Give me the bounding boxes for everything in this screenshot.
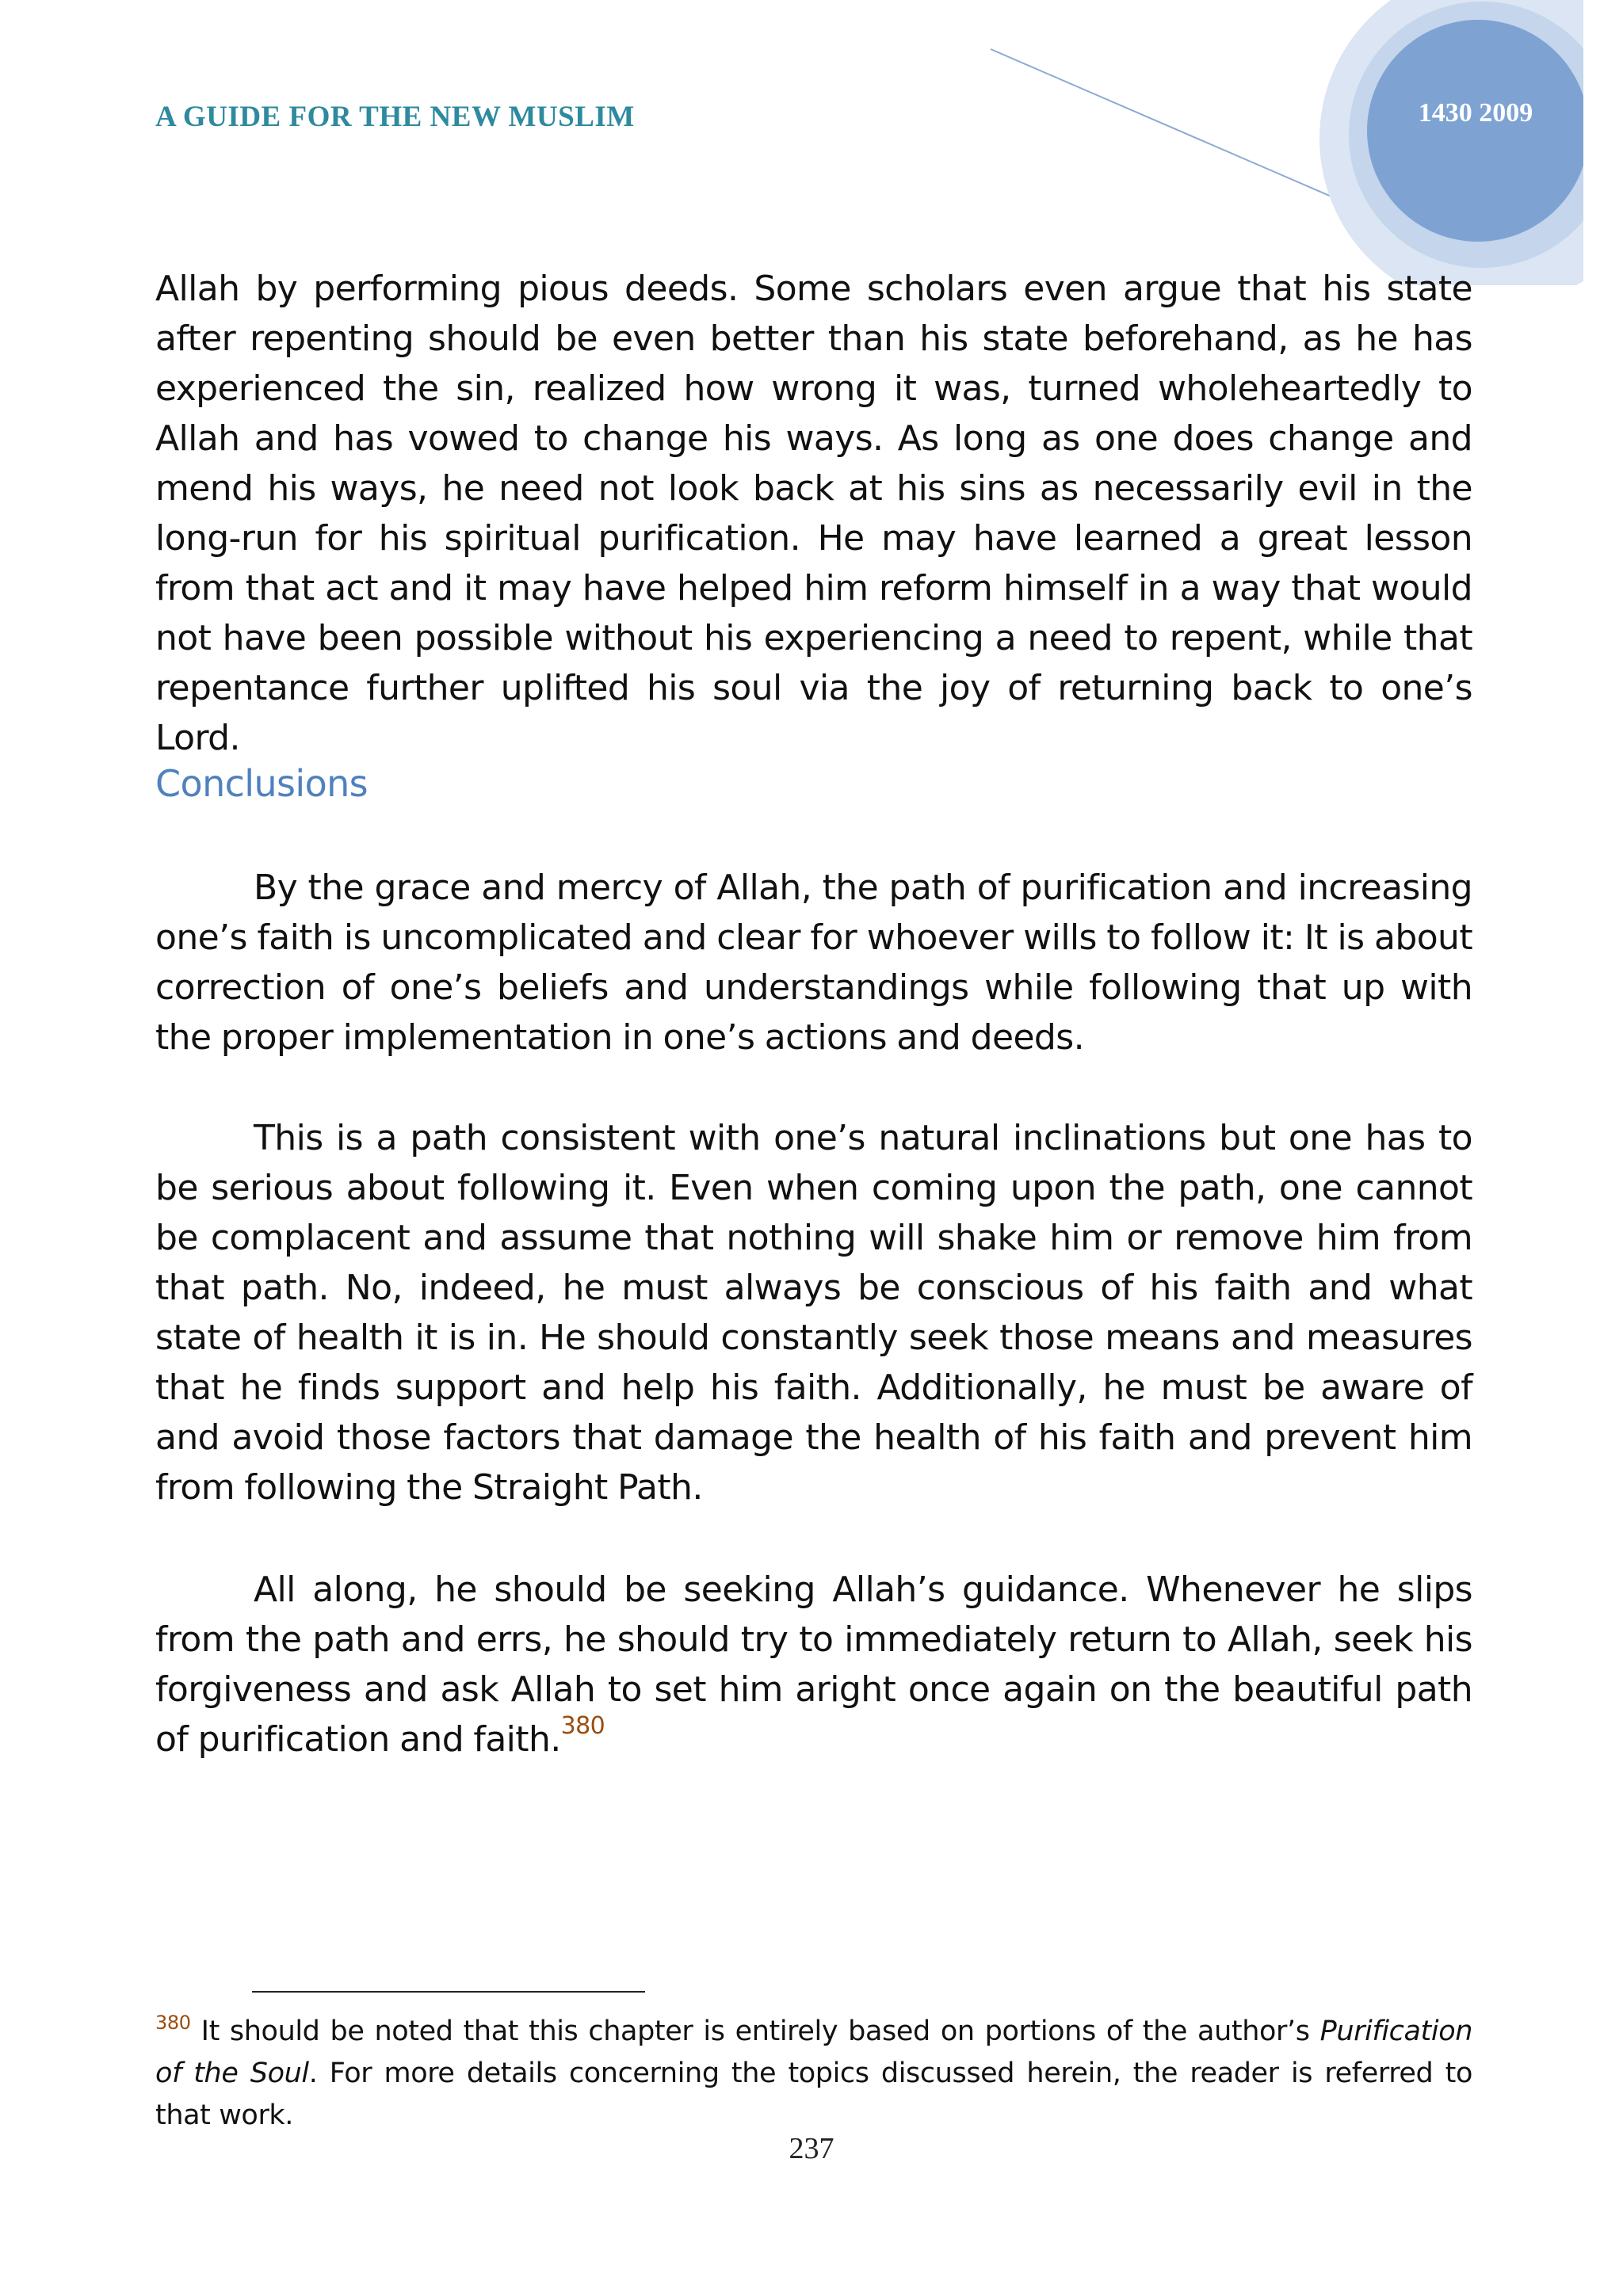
footnote-separator	[252, 1991, 645, 1993]
page-number: 237	[789, 2132, 834, 2165]
footnote-number: 380	[155, 2012, 191, 2034]
footnote	[155, 2011, 1472, 2137]
body-paragraph: This is a path consistent with one’s natural inclinations but one has to be serious about following it. Even when coming upon the path, one cannot be complacent and assume that nothing will shake him or remove him from that path. No, indeed, he must always be conscious of his faith and what state of health it is in. He should constantly seek those means and measures that he finds support and help his faith. Additionally, he must be aware of and avoid those factors that damage the health of his faith and prevent him from following the Straight Path.	[155, 1118, 1472, 1508]
running-header-year: 1430 2009	[1418, 98, 1533, 128]
header-corner-decoration	[0, 0, 1623, 285]
footnote-cited-title: Purification of the Soul	[155, 2016, 1472, 2089]
footnote-reference[interactable]: 380	[560, 1712, 605, 1740]
decorative-inner-circle	[1367, 20, 1589, 242]
body-paragraph-with-footnote	[155, 1565, 1472, 1764]
footnote-text-after: . For more details concerning the topics discussed herein, the reader is referred to that work.	[155, 2058, 1472, 2131]
body-paragraph-text: All along, he should be seeking Allah’s guidance. Whenever he slips from the path and errs, he should try to immediately return to Allah, seek his forgiveness and ask Allah to set him aright once again on the beautiful path of purification and faith.	[155, 1569, 1472, 1760]
footnote-text-before: It should be noted that this chapter is entirely based on portions of the author’s	[200, 2016, 1310, 2047]
body-paragraph: By the grace and mercy of Allah, the path of purification and increasing one’s faith is uncomplicated and clear for whoever wills to follow it: It is about correction of one’s beliefs and understandings while following that up with the proper implementation in one’s actions and deeds.	[155, 868, 1472, 1058]
running-header-title: A GUIDE FOR THE NEW MUSLIM	[155, 101, 635, 133]
body-paragraph-continued: Allah by performing pious deeds. Some scholars even argue that his state after repenting should be even better than his state beforehand, as he has experienced the sin, realized how wrong it was, turned wholeheartedly to Allah and has vowed to change his ways. As long as one does change and mend his ways, he need not look back at his sins as necessarily evil in the long-run for his spiritual purification. He may have learned a great lesson from that act and it may have helped him reform himself in a way that would not have been possible without his experiencing a need to repent, while that repentance further uplifted his soul via the joy of returning back to one’s Lord.	[155, 269, 1472, 758]
section-heading: Conclusions	[155, 762, 369, 805]
